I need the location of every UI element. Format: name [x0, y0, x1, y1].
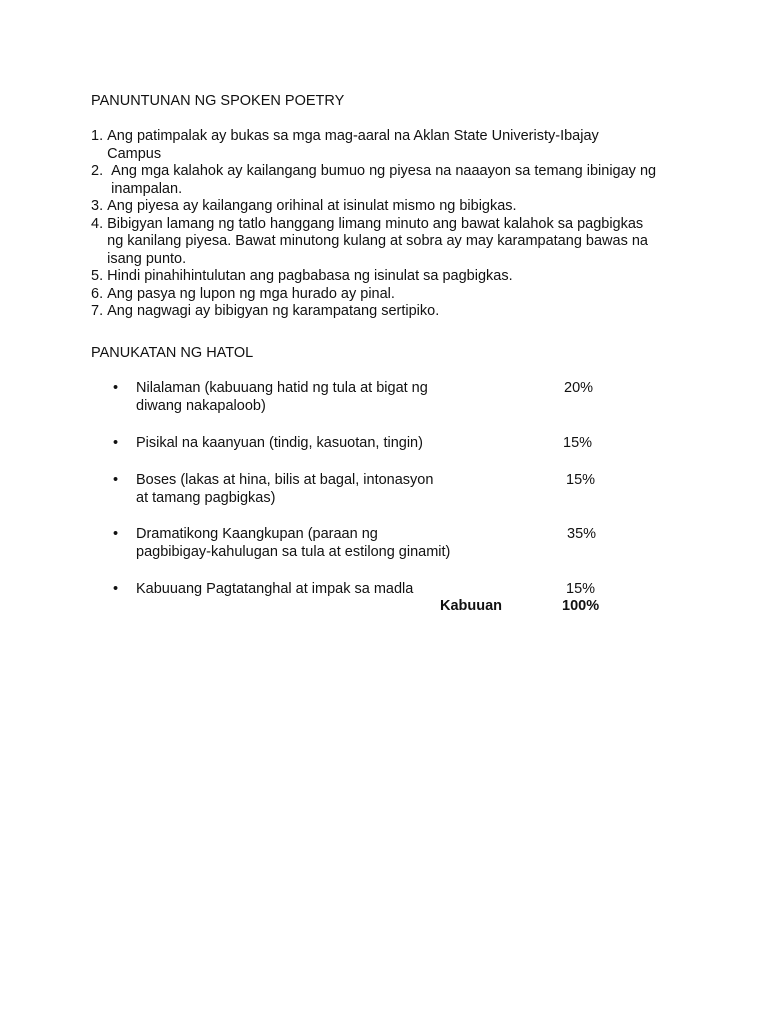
rule-line: Hindi pinahihintulutan ang pagbabasa ng isinulat sa pagbigkas. [107, 268, 513, 284]
criterion-text [136, 435, 423, 453]
rule-text [107, 268, 691, 286]
rule-item-6 [91, 286, 691, 304]
rule-line: Campus [107, 145, 162, 162]
rule-line: inampalan. [111, 180, 183, 197]
bullet-icon: • [113, 380, 119, 396]
rule-line: Ang nagwagi ay bibigyan ng karampatang sertipiko. [107, 303, 440, 319]
bullet-icon: • [113, 581, 119, 597]
rule-line: Ang mga kalahok ay kailangang bumuo ng piyesa na naaayon sa temang ibinigay ng [111, 163, 657, 179]
rule-item-2 [91, 163, 691, 198]
rule-text [107, 198, 691, 216]
rule-item-1 [91, 128, 691, 163]
bullet-icon: • [113, 435, 119, 451]
criterion-line: Boses (lakas at hina, bilis at bagal, intonasyon [136, 472, 434, 488]
criterion-percent: 35% [567, 526, 597, 542]
rule-number: 1. [91, 128, 108, 144]
criterion-text [136, 526, 450, 561]
bullet-icon: • [113, 526, 119, 542]
rule-number: 6. [91, 285, 108, 302]
total-value: 100% [562, 598, 600, 614]
rule-line: isang punto. [107, 250, 187, 267]
rule-text [107, 303, 691, 321]
rule-number: 7. [91, 303, 108, 319]
rule-text [111, 163, 691, 198]
rule-line: Ang patimpalak ay bukas sa mga mag-aaral na Aklan State Univeristy-Ibajay [107, 128, 599, 144]
bullet-icon: • [113, 472, 119, 488]
criterion-line: pagbibigay-kahulugan sa tula at estilong ginamit) [136, 543, 451, 560]
rule-line: Ang pasya ng lupon ng mga hurado ay pinal. [107, 285, 395, 302]
rule-item-4 [91, 216, 691, 269]
rule-number: 2. [91, 163, 112, 179]
criterion-line: at tamang pagbigkas) [136, 489, 276, 506]
criterion-percent: 15% [563, 435, 593, 451]
rule-item-3 [91, 198, 691, 216]
rule-line: ng kanilang piyesa. Bawat minutong kulang at sobra ay may karampatang bawas na [107, 233, 648, 249]
criterion-percent: 15% [566, 581, 596, 597]
criterion-text [136, 380, 428, 415]
criterion-line: Nilalaman (kabuuang hatid ng tula at bigat ng [136, 380, 428, 396]
rule-number: 3. [91, 198, 108, 214]
rule-text [107, 128, 691, 163]
rule-text [107, 286, 691, 304]
rule-text [107, 216, 691, 269]
criterion-text [136, 472, 433, 507]
rule-line: Bibigyan lamang ng tatlo hanggang limang minuto ang bawat kalahok sa pagbigkas [107, 215, 644, 232]
criterion-line: Pisikal na kaanyuan (tindig, kasuotan, tingin) [136, 435, 423, 451]
criterion-percent: 20% [564, 380, 594, 396]
rules-list [91, 128, 691, 321]
rule-number: 5. [91, 268, 108, 284]
criterion-line: Dramatikong Kaangkupan (paraan ng [136, 526, 378, 542]
rule-item-5 [91, 268, 691, 286]
rule-item-7 [91, 303, 691, 321]
rule-number: 4. [91, 215, 108, 232]
total-label: Kabuuan [440, 598, 503, 614]
criterion-text [136, 581, 413, 599]
criterion-percent: 15% [566, 472, 596, 488]
criterion-line: diwang nakapaloob) [136, 397, 266, 414]
criterion-line: Kabuuang Pagtatanghal at impak sa madla [136, 581, 414, 597]
document-title: PANUNTUNAN NG SPOKEN POETRY [91, 93, 345, 109]
rule-line: Ang piyesa ay kailangang orihinal at isinulat mismo ng bibigkas. [107, 198, 517, 214]
criteria-title: PANUKATAN NG HATOL [91, 345, 254, 361]
